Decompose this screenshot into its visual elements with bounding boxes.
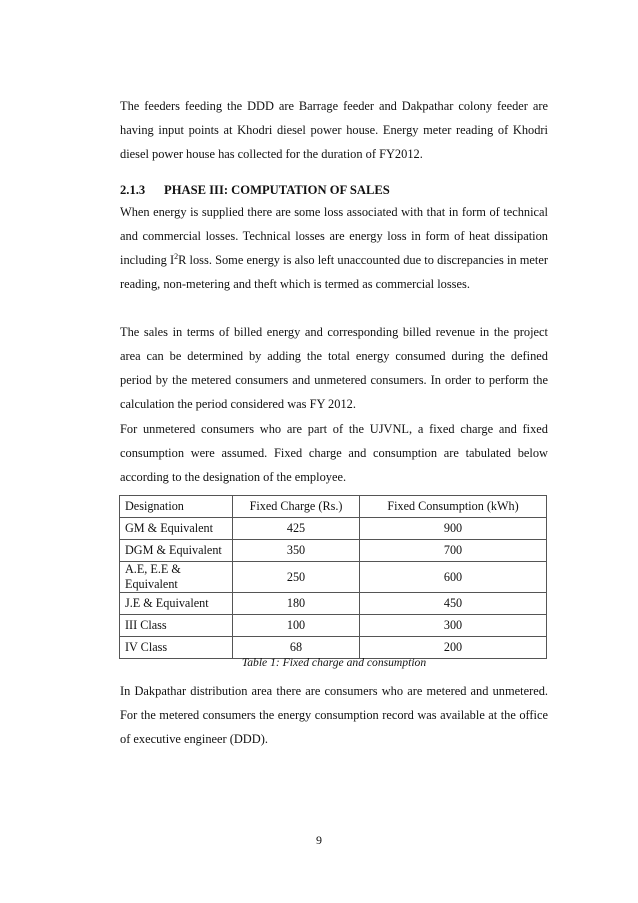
energy-loss-text-2: R loss. Some energy is also left unaccounted due to discrepancies in meter reading, non-metering and theft which is termed as commercial losses. — [120, 253, 549, 291]
table-row — [120, 593, 547, 615]
cell-fixed-charge: 68 — [233, 637, 360, 659]
cell-designation: J.E & Equivalent — [120, 593, 233, 615]
cell-fixed-charge: 250 — [233, 562, 360, 593]
cell-designation: IV Class — [120, 637, 233, 659]
section-title: PHASE III: COMPUTATION OF SALES — [164, 183, 390, 197]
paragraph-dakpathar: In Dakpathar distribution area there are consumers who are metered and unmetered. For the metered consumers the energy consumption record was available at the office of executive engineer (DDD). — [120, 684, 548, 746]
superscript-2: 2 — [174, 251, 179, 261]
cell-fixed-charge: 180 — [233, 593, 360, 615]
paragraph-feeders: The feeders feeding the DDD are Barrage feeder and Dakpathar colony feeder are having input points at Khodri diesel power house. Energy meter reading of Khodri diesel power house has collected for the duration of FY2012. — [120, 99, 548, 161]
cell-fixed-consumption: 200 — [360, 637, 547, 659]
table-row — [120, 540, 547, 562]
paragraph-unmetered: For unmetered consumers who are part of the UJVNL, a fixed charge and fixed consumption were assumed. Fixed charge and consumption are tabulated below according to the designation of the employee. — [120, 422, 548, 484]
cell-fixed-consumption: 700 — [360, 540, 547, 562]
cell-fixed-consumption: 600 — [360, 562, 547, 593]
header-fixed-consumption: Fixed Consumption (kWh) — [360, 496, 547, 518]
cell-fixed-charge: 350 — [233, 540, 360, 562]
cell-designation: III Class — [120, 615, 233, 637]
table-row — [120, 518, 547, 540]
table-row — [120, 615, 547, 637]
energy-loss-text-1: When energy is supplied there are some loss associated with that in form of technical and commercial losses. Technical losses are energy loss in form of heat dissipation including I — [120, 205, 548, 267]
section-number: 2.1.3 — [120, 183, 146, 197]
fixed-charge-table — [119, 495, 547, 659]
cell-fixed-charge: 100 — [233, 615, 360, 637]
header-fixed-charge: Fixed Charge (Rs.) — [233, 496, 360, 518]
paragraph-sales: The sales in terms of billed energy and corresponding billed revenue in the project area can be determined by adding the total energy consumed during the defined period by the metered consumers and unmetered consumers. In order to perform the calculation the period considered was FY 2012. — [120, 325, 548, 411]
table-caption: Table 1: Fixed charge and consumption — [241, 656, 427, 669]
cell-designation: GM & Equivalent — [120, 518, 233, 540]
table-row — [120, 562, 547, 593]
cell-fixed-consumption: 300 — [360, 615, 547, 637]
cell-fixed-consumption: 450 — [360, 593, 547, 615]
cell-fixed-charge: 425 — [233, 518, 360, 540]
page-number: 9 — [316, 833, 322, 847]
paragraph-energy-loss — [120, 200, 548, 296]
header-designation: Designation — [120, 496, 233, 518]
cell-designation: DGM & Equivalent — [120, 540, 233, 562]
table-header-row — [120, 496, 547, 518]
section-heading — [120, 180, 548, 200]
cell-fixed-consumption: 900 — [360, 518, 547, 540]
cell-designation: A.E, E.E & Equivalent — [120, 562, 233, 593]
